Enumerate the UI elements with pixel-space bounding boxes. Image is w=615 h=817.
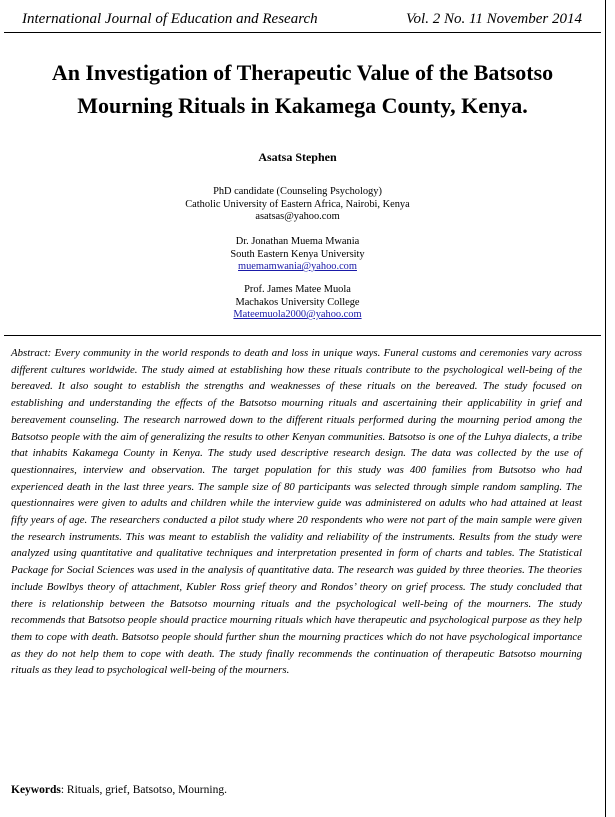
keywords (11, 783, 582, 797)
affiliation-2-email-link[interactable]: muemamwania@yahoo.com (238, 261, 357, 272)
running-header (22, 10, 582, 28)
keywords-text: : Rituals, grief, Batsotso, Mourning. (60, 784, 227, 796)
section-rule (4, 335, 601, 336)
affiliation-2-line-2: South Eastern Kenya University (230, 248, 365, 260)
affiliation-3 (0, 284, 595, 322)
affiliation-1-email: asatsas@yahoo.com (255, 211, 340, 222)
abstract-label: Abstract: (11, 347, 52, 359)
page-border-right (605, 0, 606, 817)
title-line-1: An Investigation of Therapeutic Value of the Batsotso (51, 60, 554, 85)
abstract (11, 345, 582, 679)
issue-info: Vol. 2 No. 11 November 2014 (406, 11, 582, 27)
title-line-2: Mourning Rituals in Kakamega County, Kenya. (77, 93, 528, 118)
affiliation-2 (0, 236, 595, 274)
affiliation-3-line-1: Prof. James Matee Muola (244, 284, 351, 295)
journal-name: International Journal of Education and Research (22, 11, 318, 27)
affiliation-3-email-link[interactable]: Mateemuola2000@yahoo.com (233, 309, 362, 320)
affiliation-1-line-2: Catholic University of Eastern Africa, Nairobi, Kenya (185, 198, 410, 210)
affiliation-2-line-1: Dr. Jonathan Muema Mwania (235, 236, 360, 247)
paper-title (10, 56, 595, 122)
keywords-label: Keywords (11, 784, 61, 796)
affiliation-1 (0, 186, 595, 224)
author-name: Asatsa Stephen (258, 150, 337, 164)
header-rule (4, 32, 601, 33)
abstract-text: Every community in the world responds to death and loss in unique ways. Funeral customs and ceremonies vary across different cultures worldwide. The study aimed at establishing how these rituals contribute to the psychological well-being of the bereaved. It also sought to establish the strengths and weaknesses of these rituals on the bereaved. The study focused on establishing and understanding the effects of the Batsotso mourning rituals and ascertaining their applicability in grief and bereavement counseling. The research narrowed down to the different rituals performed during the mourning period among the Batsotso people with the aim of generalizing the results to other Kenyan communities. Batsotso is one of the Luhya dialects, a tribe that inhabits Kakamega County in Kenya. The study used descriptive research design. The data was collected by the use of questionnaires, interview and observation. The target population for this study was 400 families from Butsotso who had experienced death in the last three years. The sample size of 80 participants was selected through simple random sampling. The questionnaires were given to adults and children while the interview guide was administered on adults who had attained at least fifty years of age. The researchers conducted a pilot study where 20 respondents who were not part of the main sample were given the research instruments. This was meant to establish the validity and reliability of the instruments. Results from the study were analyzed using quantitative and qualitative techniques and interpretation presented in form of charts and tables. The Statistical Package for Social Sciences was used in the analysis of quantitative data. The research was guided by three theories. The theories include Bowlbys theory of attachment, Kubler Ross grief theory and Rondos’ theory on grief process. The study concluded that there is relationship between the Batsotso mourning rituals and the psychological well-being of the mourners. The study recommends that Batsotso people should practice mourning rituals which have therapeutic and psychological purpose as they help them to cope with death. Batsotso people should further shun the mourning practices which do not have psychological importance as they do not help them to cope with death. The study finally recommends the continuation of therapeutic Batsotso mourning rituals as they lead to psychological well-being of the mourners. (11, 347, 583, 677)
affiliation-1-line-1: PhD candidate (Counseling Psychology) (213, 186, 382, 197)
affiliation-3-line-2: Machakos University College (235, 296, 360, 308)
